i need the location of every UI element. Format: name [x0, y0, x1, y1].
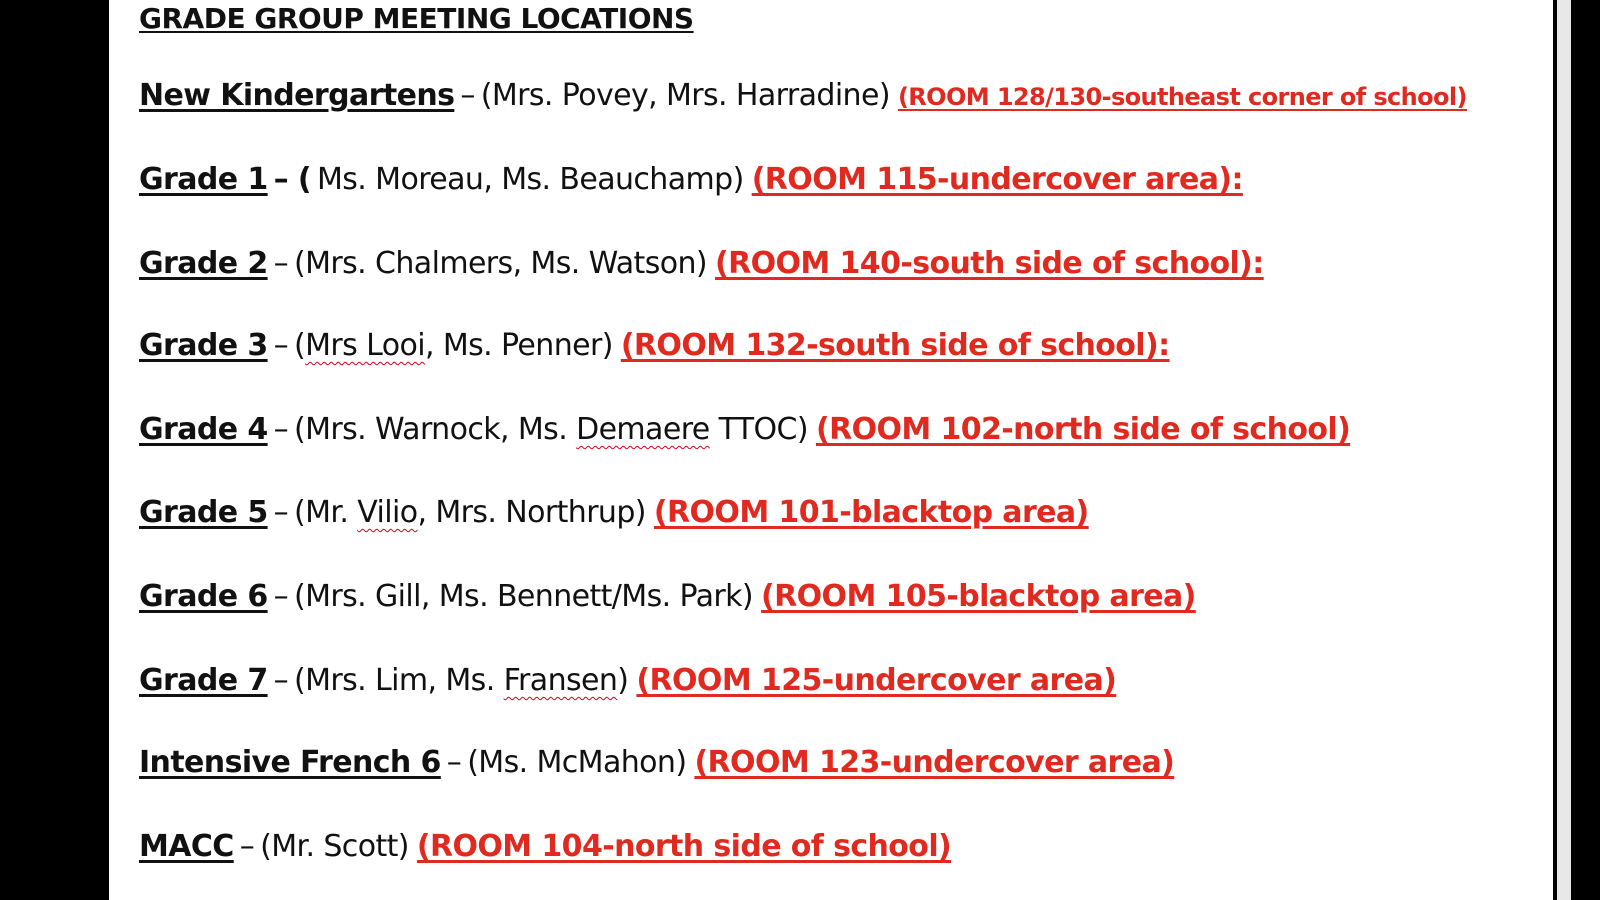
meeting-row-grade-7 — [139, 663, 1116, 698]
row-label: Grade 4 — [139, 412, 268, 447]
row-teachers: (Mr. Scott) — [260, 829, 409, 864]
row-dash: – — [273, 495, 289, 530]
row-label: Grade 5 — [139, 495, 268, 530]
row-teachers: (Ms. McMahon) — [467, 745, 687, 780]
row-location: (ROOM 102-north side of school) — [815, 412, 1351, 447]
row-dash: – — [446, 745, 462, 780]
document-page — [109, 0, 1553, 900]
row-label: Grade 7 — [139, 663, 268, 698]
row-label: MACC — [139, 829, 234, 864]
row-label: Grade 6 — [139, 579, 268, 614]
row-label: Grade 3 — [139, 328, 268, 363]
spellcheck-flagged-word: Vilio — [357, 495, 418, 530]
row-location: (ROOM 115-undercover area): — [751, 162, 1243, 197]
row-label: Grade 1 — [139, 162, 268, 197]
meeting-row-grade-2 — [139, 246, 1264, 281]
meeting-row-macc — [139, 829, 951, 864]
row-dash: – — [273, 663, 289, 698]
scrollbar-track[interactable] — [1557, 0, 1571, 900]
row-dash: – — [273, 412, 289, 447]
meeting-row-grade-6 — [139, 579, 1196, 614]
row-label: Intensive French 6 — [139, 745, 441, 780]
row-location: (ROOM 123-undercover area) — [694, 745, 1175, 780]
row-teachers: (Mrs. Gill, Ms. Bennett/Ms. Park) — [294, 579, 754, 614]
meeting-row-grade-5 — [139, 495, 1089, 530]
row-location: (ROOM 140-south side of school): — [715, 246, 1264, 281]
meeting-row-kindergarten — [139, 78, 1467, 113]
row-location: (ROOM 105-blacktop area) — [761, 579, 1196, 614]
row-label: Grade 2 — [139, 246, 268, 281]
row-location: (ROOM 101-blacktop area) — [653, 495, 1089, 530]
row-dash: – — [273, 328, 289, 363]
meeting-row-grade-3 — [139, 328, 1170, 363]
row-teachers: Ms. Moreau, Ms. Beauchamp) — [316, 162, 744, 197]
row-location: (ROOM 125-undercover area) — [636, 663, 1117, 698]
row-teachers: (Mrs. Povey, Mrs. Harradine) — [480, 78, 890, 113]
window-edge — [1553, 0, 1600, 900]
row-teachers — [294, 495, 646, 530]
teachers-prefix: ( — [294, 328, 306, 363]
spellcheck-flagged-word: Demaere — [576, 412, 710, 447]
row-location: (ROOM 128/130-southeast corner of school) — [897, 83, 1467, 111]
row-teachers — [294, 328, 613, 363]
meeting-row-grade-4 — [139, 412, 1350, 447]
spellcheck-flagged-word: Fransen — [503, 663, 618, 698]
row-label: New Kindergartens — [139, 78, 455, 113]
row-dash: – — [273, 579, 289, 614]
row-dash: – — [460, 78, 475, 113]
spellcheck-flagged-word: Mrs Looi — [305, 328, 425, 363]
teachers-suffix: TTOC) — [709, 412, 808, 447]
row-location: (ROOM 132-south side of school): — [620, 328, 1170, 363]
row-dash: – — [273, 246, 289, 281]
row-teachers — [294, 663, 628, 698]
row-location: (ROOM 104-north side of school) — [416, 829, 952, 864]
teachers-suffix: , Ms. Penner) — [424, 328, 613, 363]
meeting-row-intensive-french — [139, 745, 1174, 780]
teachers-prefix: (Mrs. Warnock, Ms. — [294, 412, 577, 447]
document-title: GRADE GROUP MEETING LOCATIONS — [139, 2, 694, 35]
row-dash: – ( — [273, 162, 311, 197]
teachers-prefix: (Mrs. Lim, Ms. — [294, 663, 504, 698]
teachers-suffix: , Mrs. Northrup) — [417, 495, 646, 530]
row-teachers: (Mrs. Chalmers, Ms. Watson) — [294, 246, 708, 281]
row-teachers — [294, 412, 808, 447]
row-dash: – — [239, 829, 255, 864]
teachers-suffix: ) — [617, 663, 629, 698]
meeting-row-grade-1 — [139, 162, 1243, 197]
teachers-prefix: (Mr. — [294, 495, 358, 530]
